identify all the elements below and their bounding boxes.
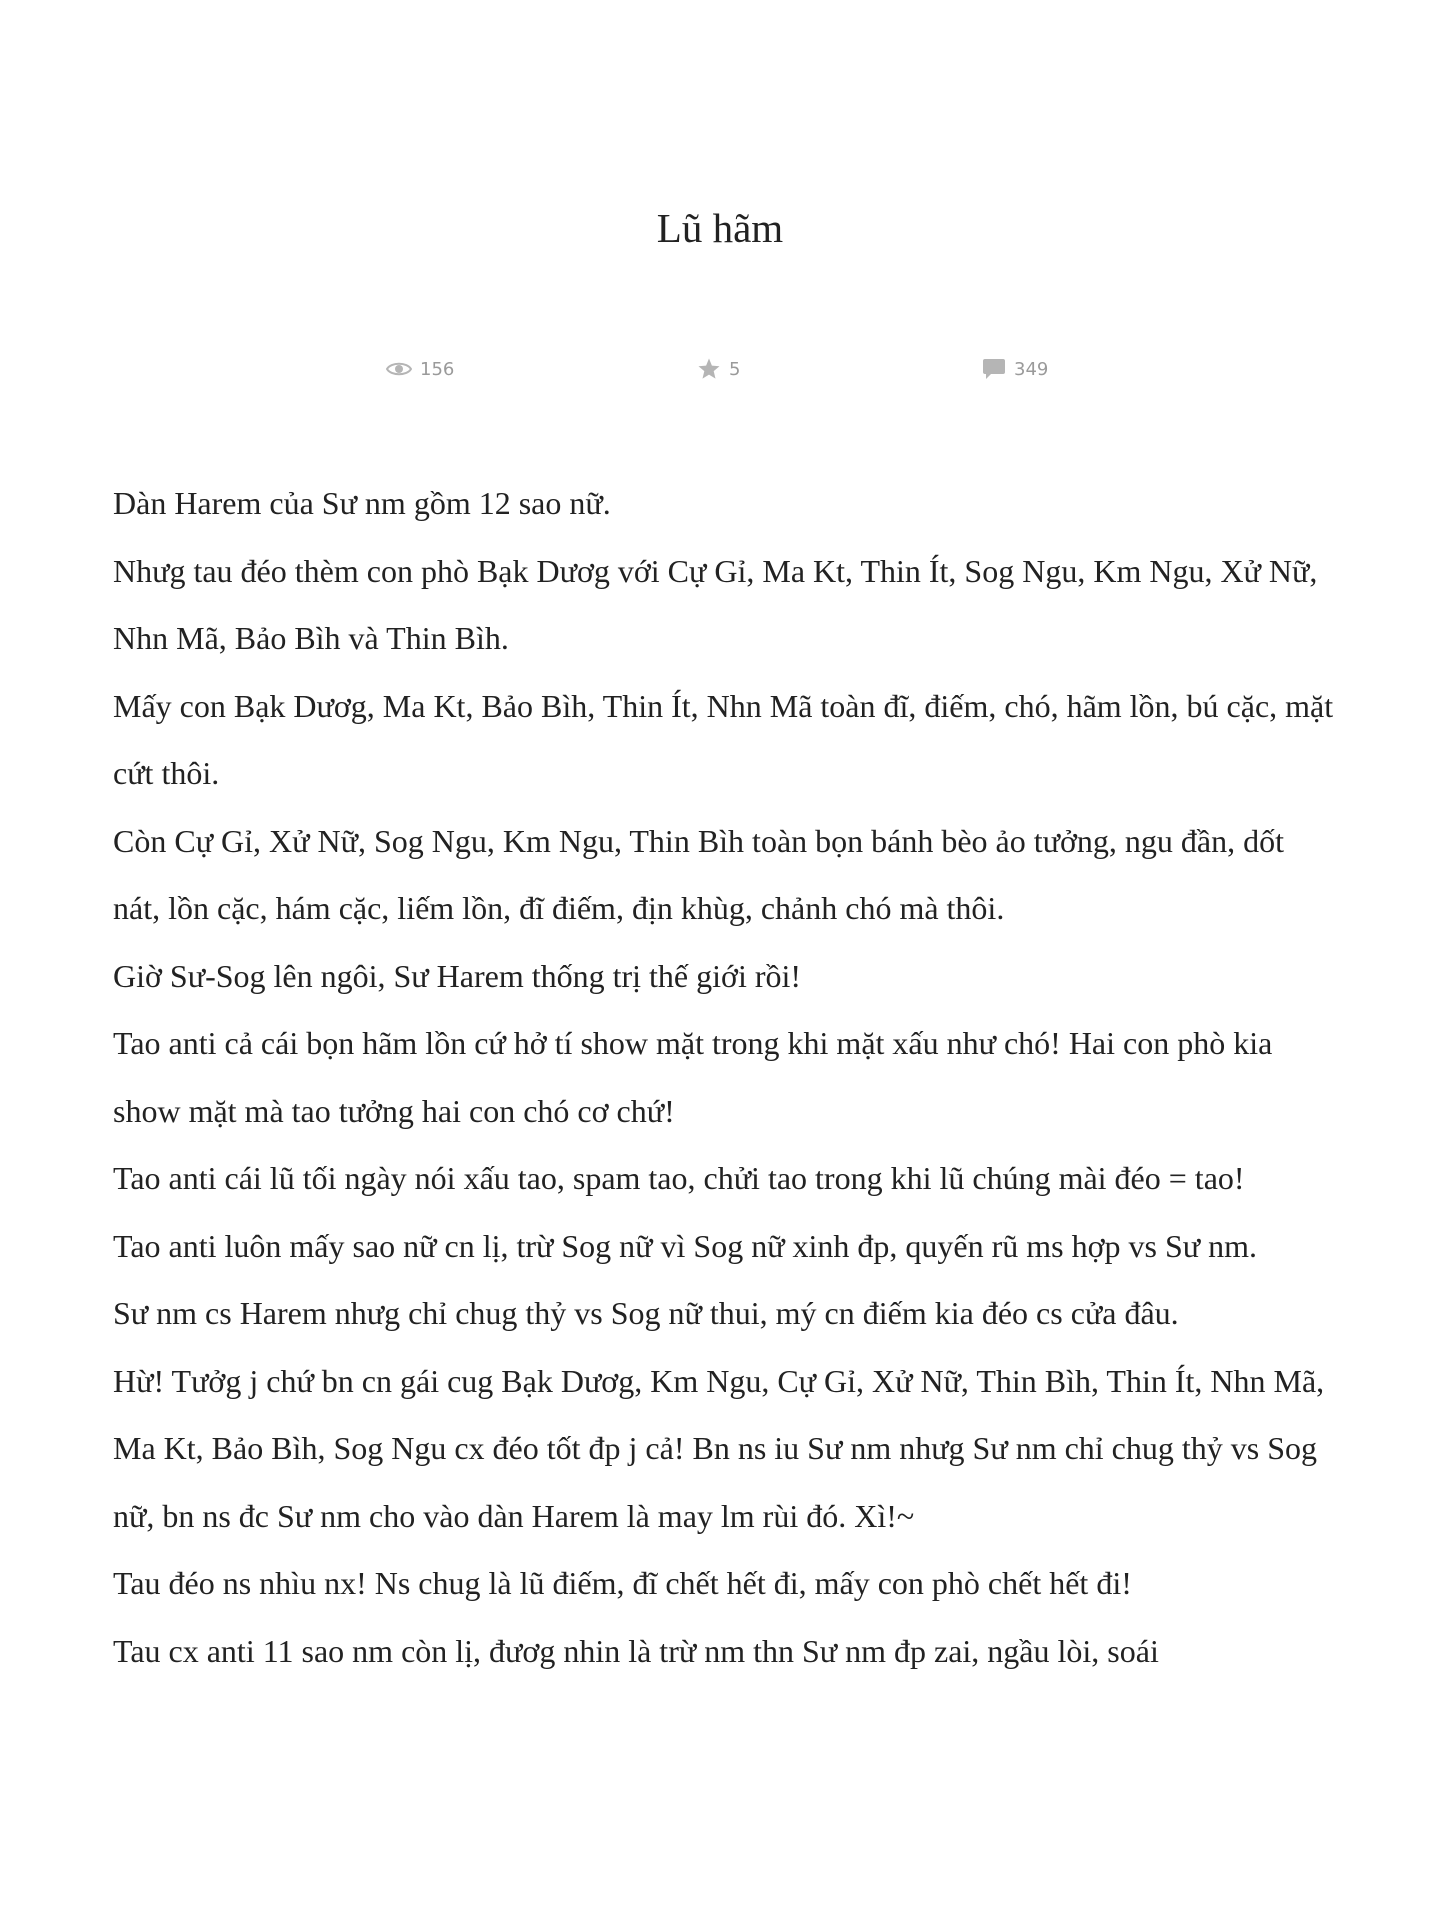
story-body (113, 470, 1338, 1685)
story-stats (0, 354, 1440, 384)
comment-icon (982, 358, 1006, 380)
story-title: Lũ hãm (656, 205, 784, 251)
story-paragraph: Tao anti cái lũ tối ngày nói xấu tao, spam tao, chửi tao trong khi lũ chúng mài đéo = tao! (113, 1160, 1245, 1196)
story-paragraph: Mấy con Bạk Dươg, Ma Kt, Bảo Bìh, Thin Ít, Nhn Mã toàn đĩ, điếm, chó, hãm lồn, bú cặc, mặt cứt thôi. (113, 687, 1334, 791)
story-paragraph: Còn Cự Gỉ, Xử Nữ, Sog Ngu, Km Ngu, Thin Bìh toàn bọn bánh bèo ảo tưởng, ngu đần, dốt nát, lồn cặc, hám cặc, liếm lồn, đĩ điếm, địn khùg, chảnh chó mà thôi. (113, 822, 1284, 926)
comments-stat (982, 354, 1048, 384)
story-paragraph: Dàn Harem của Sư nm gồm 12 sao nữ. (113, 485, 611, 521)
story-paragraph: Tau cx anti 11 sao nm còn lị, đươg nhin là trừ nm thn Sư nm đp zai, ngầu lòi, soái (113, 1632, 1159, 1669)
story-paragraph: Tao anti cả cái bọn hãm lồn cứ hở tí show mặt trong khi mặt xấu như chó! Hai con phò kia show mặt mà tao tưởng hai con chó cơ chứ! (113, 1025, 1273, 1129)
votes-stat (697, 354, 740, 384)
story-paragraph: Tao anti luôn mấy sao nữ cn lị, trừ Sog nữ vì Sog nữ xinh đp, quyến rũ ms hợp vs Sư nm. (113, 1227, 1258, 1264)
star-icon (697, 357, 721, 381)
story-paragraph: Tau đéo ns nhìu nx! Ns chug là lũ điếm, đĩ chết hết đi, mấy con phò chết hết đi! (113, 1565, 1132, 1601)
comments-count: 349 (1014, 358, 1049, 380)
story-paragraph: Hừ! Tưởg j chứ bn cn gái cug Bạk Dươg, Km Ngu, Cự Gỉ, Xử Nữ, Thin Bìh, Thin Ít, Nhn Mã, Ma Kt, Bảo Bìh, Sog Ngu cx đéo tốt đp j cả! Bn ns iu Sư nm nhưg Sư nm chỉ chug thỷ vs Sog nữ, bn ns đc Sư nm cho vào dàn Harem là may lm rùi đó. Xì!~ (113, 1362, 1325, 1534)
story-paragraph: Sư nm cs Harem nhưg chỉ chug thỷ vs Sog nữ thui, mý cn điếm kia đéo cs cửa đâu. (113, 1295, 1179, 1331)
views-count: 156 (420, 358, 455, 380)
votes-count: 5 (729, 358, 741, 380)
story-paragraph: Nhưg tau đéo thèm con phò Bạk Dươg với Cự Gỉ, Ma Kt, Thin Ít, Sog Ngu, Km Ngu, Xử Nữ, Nhn Mã, Bảo Bìh và Thin Bìh. (113, 552, 1318, 656)
eye-icon (386, 360, 412, 378)
story-paragraph: Giờ Sư-Sog lên ngôi, Sư Harem thống trị thế giới rồi! (113, 957, 802, 994)
views-stat (386, 354, 454, 384)
